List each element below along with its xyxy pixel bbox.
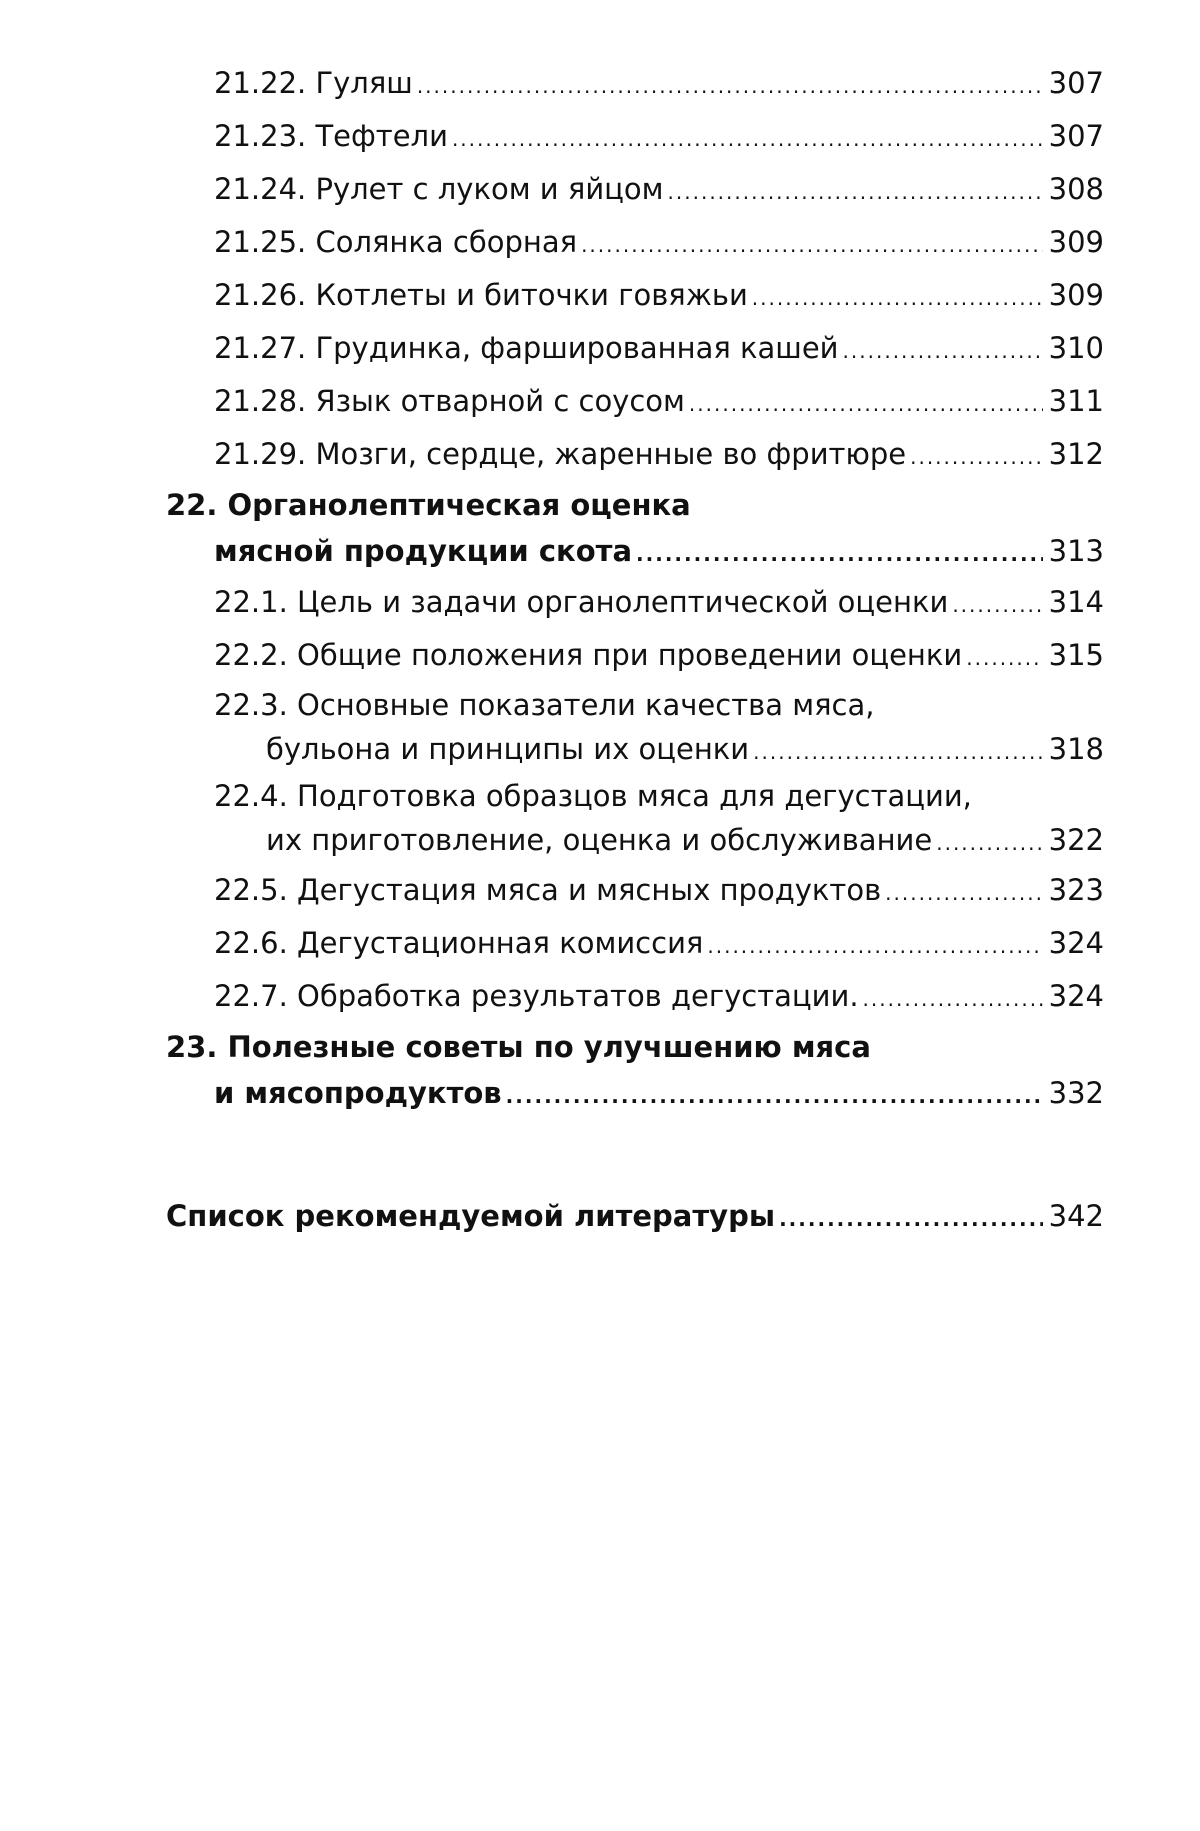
toc-entry-page: 309 — [1048, 225, 1104, 259]
toc-entry-page: 309 — [1048, 278, 1104, 312]
toc-spacer — [166, 1119, 1104, 1191]
toc-entry — [166, 58, 1104, 111]
toc-entry-page: 342 — [1048, 1199, 1104, 1233]
toc-entry-label: мясной продукции скота — [214, 534, 633, 568]
toc-entry — [166, 217, 1104, 270]
toc-entry-label: 21.27. Грудинка, фаршированная кашей — [214, 331, 839, 365]
toc-entry-page: 324 — [1048, 926, 1104, 960]
toc-entry-label: и мясопродуктов — [214, 1076, 502, 1110]
toc-entry — [166, 630, 1104, 683]
toc-entry-page: 314 — [1048, 585, 1104, 619]
toc-entry — [166, 111, 1104, 164]
toc-leader-dots — [417, 61, 1043, 111]
toc-entry-page: 312 — [1048, 437, 1104, 471]
toc-entry-page: 310 — [1048, 331, 1104, 365]
toc-entry — [166, 971, 1104, 1024]
toc-entry-label: 21.23. Тефтели — [214, 119, 448, 153]
toc-leader-dots — [753, 730, 1042, 774]
toc-leader-dots — [936, 821, 1042, 865]
toc-leader-dots — [452, 114, 1043, 164]
toc-entry-label: 21.26. Котлеты и биточки говяжьи — [214, 278, 748, 312]
toc-entry-cont — [166, 727, 1104, 774]
toc-entry-label-cont: бульона и принципы их оценки — [266, 732, 750, 766]
toc-entry-label: 21.29. Мозги, сердце, жаренные во фритюре — [214, 437, 907, 471]
toc-leader-dots — [966, 633, 1042, 683]
toc-entry — [166, 376, 1104, 429]
toc-entry-label: 21.22. Гуляш — [214, 66, 413, 100]
toc-leader-dots — [581, 220, 1043, 270]
toc-leader-dots — [752, 273, 1043, 323]
toc-entry-page: 308 — [1048, 172, 1104, 206]
toc-entry-page: 315 — [1048, 638, 1104, 672]
toc-section-22 — [166, 482, 1104, 577]
toc-entry-bibliography — [166, 1191, 1104, 1244]
toc-entry-label-cont: их приготовление, оценка и обслуживание — [266, 823, 933, 857]
toc-entry-label: 22.6. Дегустационная комиссия — [214, 926, 704, 960]
toc-entry-page: 307 — [1048, 66, 1104, 100]
toc-entry — [166, 323, 1104, 376]
toc-section-title: 22. Органолептическая оценка — [166, 488, 691, 522]
toc-leader-dots — [952, 580, 1042, 630]
toc-entry-multiline — [166, 774, 1104, 865]
toc-entry-page: 311 — [1048, 384, 1104, 418]
toc-entry — [166, 270, 1104, 323]
toc-leader-dots — [506, 1073, 1043, 1119]
toc-leader-dots — [668, 167, 1043, 217]
toc-section-title-cont — [166, 528, 1104, 577]
toc-entry-label: 22.2. Общие положения при проведении оценки — [214, 638, 963, 672]
toc-entry — [166, 164, 1104, 217]
toc-entry-label: 22.7. Обработка результатов дегустации. — [214, 979, 859, 1013]
toc-section-23 — [166, 1024, 1104, 1119]
toc-entry — [166, 429, 1104, 482]
toc-entry-label: 22.5. Дегустация мяса и мясных продуктов — [214, 873, 882, 907]
toc-leader-dots — [779, 1194, 1043, 1244]
toc-section-title: 23. Полезные советы по улучшению мяса — [166, 1030, 871, 1064]
toc-leader-dots — [910, 432, 1043, 482]
toc-entry — [166, 918, 1104, 971]
toc-entry-label: 21.24. Рулет с луком и яйцом — [214, 172, 664, 206]
toc-section-title-cont — [166, 1070, 1104, 1119]
toc-leader-dots — [885, 868, 1042, 918]
toc-entry-page: 307 — [1048, 119, 1104, 153]
toc-entry-page: 318 — [1048, 732, 1104, 766]
table-of-contents — [166, 58, 1104, 1244]
toc-entry-label: 21.28. Язык отварной с соусом — [214, 384, 685, 418]
toc-leader-dots — [636, 531, 1043, 577]
toc-entry-page: 323 — [1048, 873, 1104, 907]
toc-entry — [166, 865, 1104, 918]
toc-leader-dots — [863, 974, 1043, 1024]
toc-entry-page: 313 — [1048, 534, 1104, 568]
toc-leader-dots — [707, 921, 1042, 971]
toc-entry-page: 332 — [1048, 1076, 1104, 1110]
toc-leader-dots — [689, 379, 1043, 429]
toc-entry-cont — [166, 818, 1104, 865]
toc-entry-label: Список рекомендуемой литературы — [166, 1199, 776, 1233]
toc-entry-label: 21.25. Солянка сборная — [214, 225, 578, 259]
toc-leader-dots — [843, 326, 1043, 376]
toc-entry — [166, 577, 1104, 630]
toc-entry-label: 22.3. Основные показатели качества мяса, — [214, 688, 875, 722]
toc-entry-page: 322 — [1048, 823, 1104, 857]
toc-entry-label: 22.1. Цель и задачи органолептической оценки — [214, 585, 949, 619]
toc-entry-page: 324 — [1048, 979, 1104, 1013]
toc-entry-label: 22.4. Подготовка образцов мяса для дегустации, — [214, 779, 972, 813]
toc-entry-multiline — [166, 683, 1104, 774]
